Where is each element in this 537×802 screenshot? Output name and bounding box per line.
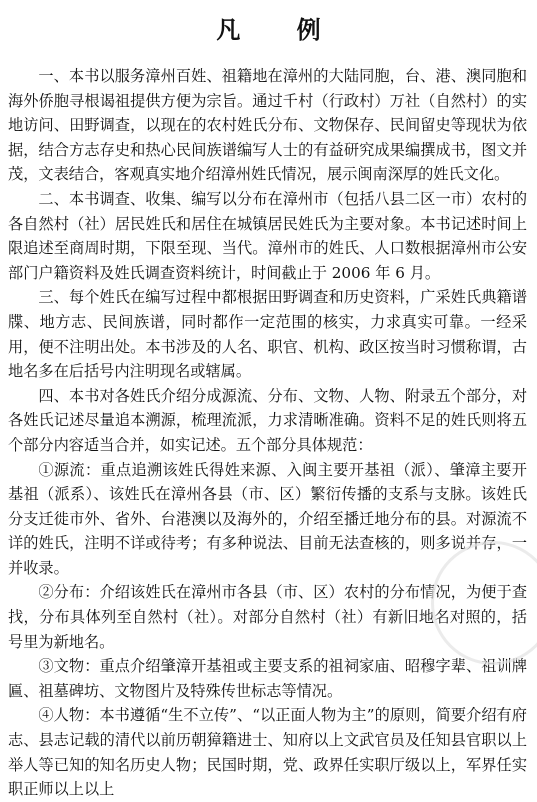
- paragraph-2: 二、本书调查、收集、编写以分布在漳州市（包括八县二区一市）农村的各自然村（社）居民姓氏和居住在城镇居民姓氏为主要对象。本书记述时间上限追述至商周时期，下限至现、当代。漳州市的姓氏、人口数根据漳州市公安部门户籍资料及姓氏调查资料统计，时间截止于 2006 年 6 月。: [8, 189, 527, 282]
- paragraph-6: ②分布：介绍该姓氏在漳州市各县（市、区）农村的分布情况，为便于查找，分布具体列至自然村（社）。对部分自然村（社）有新旧地名对照的，括号里为新地名。: [8, 583, 527, 651]
- paragraph-4: 四、本书对各姓氏介绍分成源流、分布、文物、人物、附录五个部分，对各姓氏记述尽量追本溯源，梳理流派，力求清晰准确。资料不足的姓氏则将五个部分内容适当合并，如实记述。五个部分具体规范：: [8, 386, 527, 454]
- paragraph-8: ④人物：本书遵循“生不立传”、“以正面人物为主”的原则，简要介绍有府志、县志记载的清代以前历朝獐籍进士、知府以上文武官员及任知县官职以上举人等已知的知名历史人物；民国时期，党、政界任实职厅级以上，军界任实职正师以上以上: [8, 706, 527, 799]
- paragraph-3: 三、每个姓氏在编写过程中都根据田野调查和历史资料，广采姓氏典籍谱牒、地方志、民间族谱，同时都作一定范围的核实，力求真实可靠。一经采用，便不注明出处。本书涉及的人名、职官、机构、政区按当时习惯称谓，古地名多在后括号内注明现名或辖属。: [8, 288, 527, 381]
- paragraph-7: ③文物：重点介绍肇漳开基祖或主要支系的祖祠家庙、昭穆字辈、祖训牌匾、祖墓碑坊、文物图片及特殊传世标志等情况。: [8, 657, 527, 700]
- body-text: [8, 64, 527, 802]
- page-title: 凡 例: [216, 16, 345, 44]
- paragraph-1: 一、本书以服务漳州百姓、祖籍地在漳州的大陆同胞，台、港、澳同胞和海外侨胞寻根谒祖提供方便为宗旨。通过千村（行政村）万社（自然村）的实地访问、田野调查，以现在的农村姓氏分布、文物保存、民间留史等现状为依据，结合方志存史和热心民间族谱编写人士的有益研究成果编撰成书，图文并茂，文表结合，客观真实地介绍漳州姓氏情况，展示闽南深厚的姓氏文化。: [8, 67, 527, 184]
- paragraph-5: ①源流：重点追溯该姓氏得姓来源、入闽主要开基祖（派）、肇漳主要开基祖（派系）、该姓氏在漳州各县（市、区）繁衍传播的支系与支脉。该姓氏分支迁徙市外、省外、台港澳以及海外的，介绍至播迁地分布的县。对源流不详的姓氏，注明不详或待考；有多种说法、目前无法查核的，则多说并存，一并收录。: [8, 460, 527, 577]
